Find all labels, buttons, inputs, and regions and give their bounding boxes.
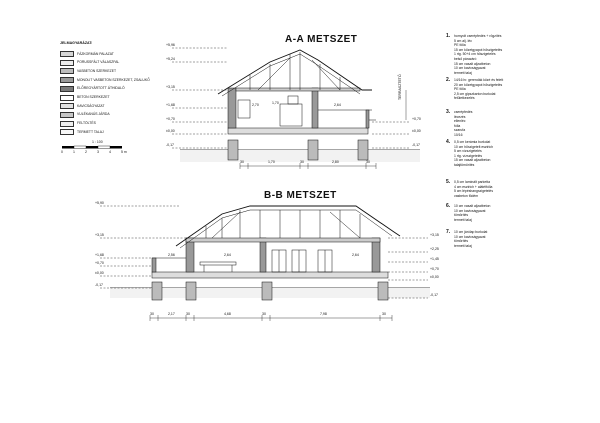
spec-line: ellenléc (454, 119, 466, 124)
spec-line: szarufa (454, 128, 466, 133)
bb-level-r6: -0,17 (430, 293, 438, 297)
spec-line: termett talaj (454, 70, 472, 75)
spec-line: termett talaj (454, 217, 472, 222)
bb-dim-6: 7,98 (320, 312, 327, 316)
spec-line: 2,5 cm gipszkarton burkolat (454, 91, 496, 96)
spec-line: 15 cm vasalt aljzatbeton (454, 61, 491, 66)
spec-line: 10 cm kavicságyazat (454, 208, 486, 213)
spec-line: talajtömörítés (454, 162, 475, 167)
spec-line: tömörítés (454, 239, 469, 244)
scale-tick: 2 (85, 150, 87, 154)
scale-tick: 4 (109, 150, 111, 154)
spec-line: 14/16 hr. gerendák közé és felett (454, 78, 504, 82)
legend-label: VULÉKANÚS JÁRDA (77, 112, 110, 117)
bb-dim-4: 4,68 (224, 312, 231, 316)
spec-line: fólia (454, 123, 461, 128)
section-bb-title: B-B METSZET (264, 190, 337, 201)
spec-line: 10 cm hőszigetelt esztrich (454, 144, 494, 149)
spec-block (446, 34, 586, 75)
aa-inner-2: 1,70 (272, 101, 279, 105)
spec-block (446, 180, 586, 198)
spec-line: 5 cm vízszigetelés (454, 149, 482, 154)
bb-level-r4: +0,70 (430, 267, 439, 271)
legend-label: ELŐREGYÁRTOTT ÁTHIDALÓ (77, 86, 125, 91)
spec-block (446, 140, 586, 168)
bb-level-r3: +1,45 (430, 257, 439, 261)
aa-vertical-note: TERRASZTETŐ (398, 74, 402, 100)
spec-block (446, 204, 586, 222)
spec-line: 10 cm vasalt aljzatbeton (454, 204, 491, 208)
spec-number: 5. (446, 179, 451, 185)
aa-section-drawing (172, 48, 420, 169)
spec-line: 10 cm járólap burkolat (454, 230, 488, 234)
bb-level-6: -0,17 (95, 283, 103, 287)
legend-label: MONOLIT VASBETON SZERKEZET, ZSALUKŐ (77, 77, 150, 82)
bb-level-r2: +2,25 (430, 247, 439, 251)
spec-line: belső párazáró (454, 56, 477, 61)
spec-line: 5 cm lépéshangszigetelés (454, 189, 494, 194)
spec-line: 0,5 cm kerámia burkolat (454, 140, 491, 144)
spec-line: termett talaj (454, 243, 472, 248)
bb-dim-1: 30 (150, 312, 154, 316)
spec-line: PE fólia (454, 87, 466, 92)
scale-ratio: 1 : 100 (92, 140, 103, 144)
aa-level-2: +5,24 (166, 57, 175, 61)
section-aa-title: A-A METSZET (285, 34, 358, 45)
spec-line: 15 cm vasalt aljzatbeton (454, 158, 491, 163)
aa-level-1: +5,96 (166, 43, 175, 47)
aa-dim-2: 1,70 (268, 160, 275, 164)
legend-label: BETON SZERKEZET (77, 95, 110, 99)
aa-level-3: +3,15 (166, 85, 175, 89)
spec-line: 0,5 cm laminált parketta (454, 180, 490, 184)
aa-level-r3: -0,17 (412, 143, 420, 147)
aa-level-7: -0,17 (166, 143, 174, 147)
aa-level-r2: ±0,00 (412, 129, 421, 133)
aa-level-4: +1,68 (166, 103, 175, 107)
spec-line: vasbeton födém (454, 193, 479, 198)
spec-number: 3. (446, 109, 451, 115)
aa-inner-1: 2,70 (252, 103, 259, 107)
spec-block (446, 78, 586, 101)
spec-number: 2. (446, 77, 451, 83)
spec-line: tömörítés (454, 213, 469, 218)
bb-dim-3: 30 (186, 312, 190, 316)
aa-level-6: ±0,00 (166, 129, 175, 133)
legend-label: VASBETON SZERKEZET (77, 68, 117, 73)
spec-number: 1. (446, 33, 451, 39)
legend-label: FELTÖLTÉS (77, 121, 96, 126)
scale-tick: 1 (73, 150, 75, 154)
bb-dim-5: 30 (262, 312, 266, 316)
spec-line: felületkezelés (454, 96, 475, 101)
bb-dim-2: 2,17 (168, 312, 175, 316)
scale-bar-graphic (62, 146, 122, 149)
bb-inner-2: 2,64 (224, 253, 231, 257)
legend-label: TERMETT TALAJ (77, 129, 104, 134)
aa-level-5: +0,70 (166, 117, 175, 121)
aa-level-r1: +0,70 (412, 117, 421, 121)
spec-line: 1 rtg. 50+4 cm hőszigetelés (454, 52, 496, 57)
legend-label: KAVICSÁGYAZAT (77, 103, 105, 108)
bb-level-5: ±0,00 (95, 271, 104, 275)
spec-line: hornyolt cserépfedés + rögzítés (454, 34, 502, 38)
aa-dim-5: 30 (366, 160, 370, 164)
spec-line: 10 cm kavicságyazat (454, 66, 486, 71)
spec-line: 20 cm kőzetgyapot hőszigetelés (454, 82, 503, 87)
spec-line: 10 cm kavicságyazat (454, 234, 486, 239)
scale-tick: 5 m (121, 150, 127, 154)
spec-block (446, 110, 586, 138)
aa-dim-1: 30 (240, 160, 244, 164)
aa-inner-3: 2,64 (334, 103, 341, 107)
legend-label: FÁZKORMÁN PALAZAT (77, 51, 114, 56)
spec-block (446, 230, 586, 248)
bb-level-2: +3,15 (95, 233, 104, 237)
legend-label: PORUSSFÁLT VÁLASZFAL (77, 60, 120, 65)
bb-level-r5: ±0,00 (430, 275, 439, 279)
scale-tick: 3 (97, 150, 99, 154)
aa-dim-4: 2,80 (332, 160, 339, 164)
bb-level-r1: +3,15 (430, 233, 439, 237)
spec-line: 15 cm kőzetgyapot hőszigetelés (454, 47, 503, 52)
spec-number: 4. (446, 139, 451, 145)
bb-dim-7: 30 (382, 312, 386, 316)
spec-line: 1 rtg. vízszigetelés (454, 153, 483, 158)
bb-inner-1: 2,56 (168, 253, 175, 257)
spec-line: 10/16 (454, 132, 463, 137)
spec-line: 4 cm esztrich + alátétfólia (454, 184, 493, 189)
bb-level-4: +0,70 (95, 261, 104, 265)
spec-line: 5 cm alj. léc (454, 38, 472, 43)
bb-level-1: +5,90 (95, 201, 104, 205)
bb-section-drawing (100, 206, 430, 321)
bb-inner-3: 2,64 (352, 253, 359, 257)
spec-line: cserépfedés (454, 110, 473, 114)
spec-number: 7. (446, 229, 451, 235)
scale-tick: 0 (61, 150, 63, 154)
bb-level-3: +1,68 (95, 253, 104, 257)
aa-dim-3: 30 (300, 160, 304, 164)
spec-line: lécezés (454, 114, 466, 119)
legend-title: JELMAGYARÁZAT: (60, 41, 93, 45)
spec-line: PE fólia (454, 43, 466, 48)
spec-number: 6. (446, 203, 451, 209)
